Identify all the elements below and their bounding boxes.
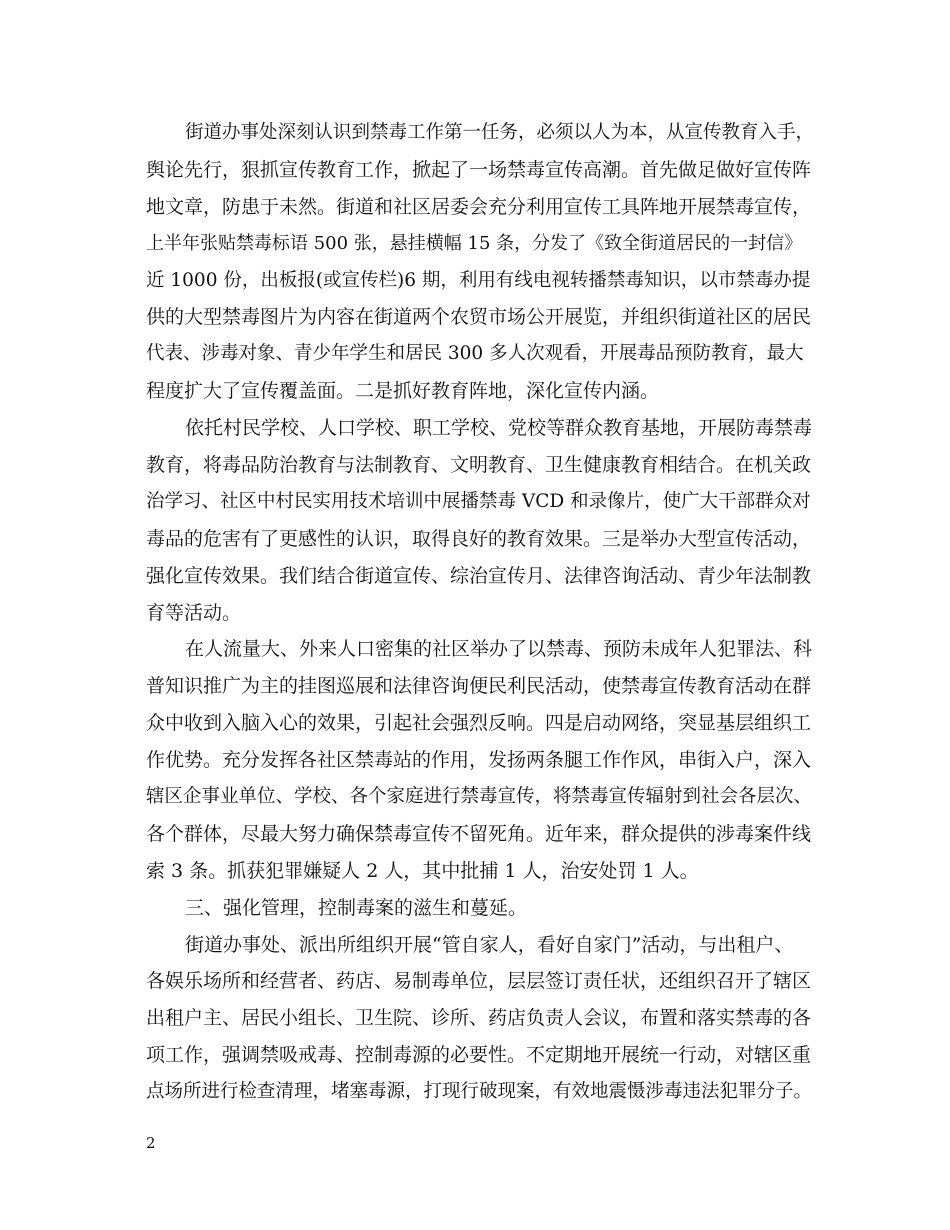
text-line: 舆论先行，狠抓宣传教育工作，掀起了一场禁毒宣传高潮。首先做足做好宣传阵 [146, 158, 812, 181]
text-line: 点场所进行检查清理，堵塞毒源，打现行破现案，有效地震慑涉毒违法犯罪分子。 [146, 1081, 813, 1103]
text-line: 在人流量大、外来人口密集的社区举办了以禁毒、预防未成年人犯罪法、科 [185, 638, 813, 661]
text-line: 众中收到入脑入心的效果，引起社会强烈反响。四是启动网络，突显基层组织工 [146, 712, 812, 735]
text-line: 各娱乐场所和经营者、药店、易制毒单位，层层签订责任状，还组织召开了辖区 [146, 970, 812, 993]
text-line: 程度扩大了宣传覆盖面。二是抓好教育阵地，深化宣传内涵。 [146, 380, 660, 403]
text-line: 项工作，强调禁吸戒毒、控制毒源的必要性。不定期地开展统一行动，对辖区重 [146, 1044, 812, 1067]
text-line: 治学习、社区中村民实用技术培训中展播禁毒 VCD 和录像片，使广大干部群众对 [146, 490, 811, 512]
text-line: 作优势。充分发挥各社区禁毒站的作用，发扬两条腿工作作风，串街入户，深入 [146, 749, 812, 772]
text-line: 依托村民学校、人口学校、职工学校、党校等群众教育基地，开展防毒禁毒 [185, 417, 813, 440]
text-line: 地文章，防患于未然。街道和社区居委会充分利用宣传工具阵地开展禁毒宣传， [146, 195, 812, 218]
text-line: 代表、涉毒对象、青少年学生和居民 300 多人次观看，开展毒品预防教育，最大 [146, 343, 804, 365]
text-line: 近 1000 份，出板报(或宣传栏)6 期，利用有线电视转播禁毒知识，以市禁毒办提 [146, 269, 811, 291]
text-line: 街道办事处深刻认识到禁毒工作第一任务，必须以人为本，从宣传教育入手， [185, 122, 815, 143]
text-line: 毒品的危害有了更感性的认识，取得良好的教育效果。三是举办大型宣传活动， [146, 527, 812, 550]
page-number: 2 [146, 1134, 156, 1152]
text-line: 各个群体，尽最大努力确保禁毒宣传不留死角。近年来，群众提供的涉毒案件线 [146, 822, 812, 845]
text-line: 辖区企事业单位、学校、各个家庭进行禁毒宣传，将禁毒宣传辐射到社会各层次、 [146, 786, 813, 808]
section-heading: 三、强化管理，控制毒案的滋生和蔓延。 [185, 896, 528, 919]
text-line: 上半年张贴禁毒标语 500 张，悬挂横幅 15 条，分发了《致全街道居民的一封信》 [146, 232, 803, 254]
body-text [146, 115, 816, 1111]
text-line: 强化宣传效果。我们结合街道宣传、综治宣传月、法律咨询活动、青少年法制教 [146, 564, 812, 587]
text-line: 育等活动。 [146, 601, 242, 624]
text-line: 供的大型禁毒图片为内容在街道两个农贸市场公开展览，并组织街道社区的居民 [146, 306, 812, 329]
text-line: 街道办事处、派出所组织开展“管自家人，看好自家门”活动，与出租户、 [185, 933, 794, 956]
text-line: 教育，将毒品防治教育与法制教育、文明教育、卫生健康教育相结合。在机关政 [146, 454, 812, 477]
text-line: 出租户主、居民小组长、卫生院、诊所、药店负责人会议，布置和落实禁毒的各 [146, 1007, 812, 1030]
text-line: 普知识推广为主的挂图巡展和法律咨询便民利民活动，使禁毒宣传教育活动在群 [146, 675, 812, 698]
text-line: 索 3 条。抓获犯罪嫌疑人 2 人，其中批捕 1 人，治安处罚 1 人。 [146, 859, 699, 882]
